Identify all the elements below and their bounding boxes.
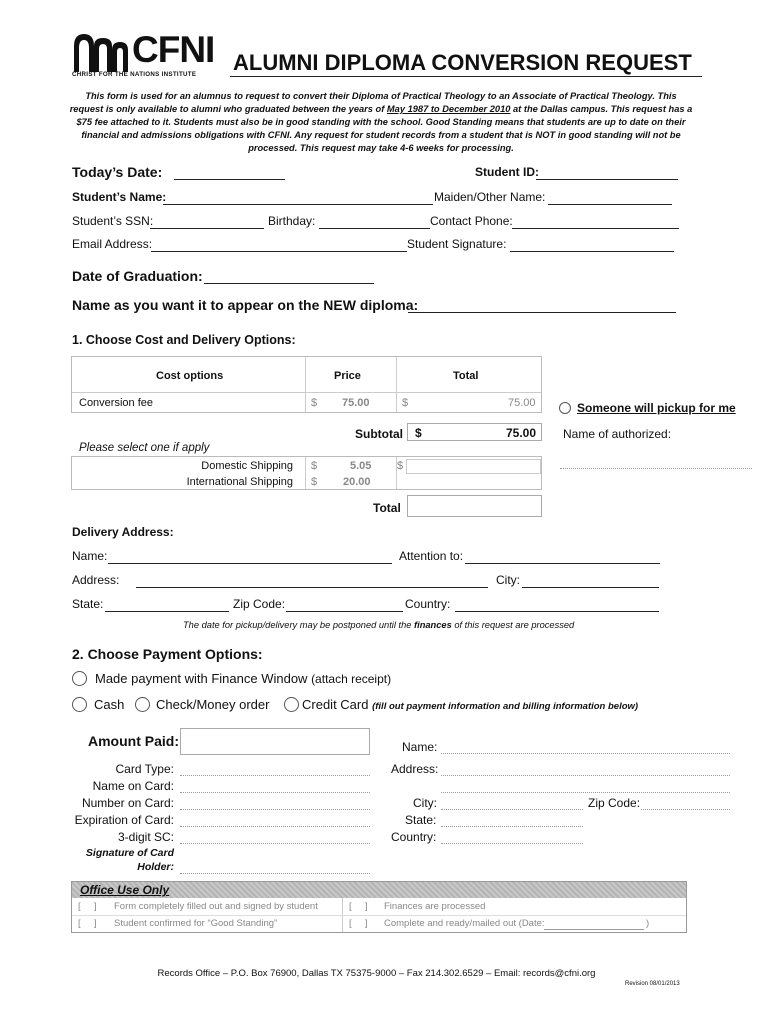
maiden-name-input[interactable] bbox=[548, 191, 672, 205]
maiden-name-label: Maiden/Other Name: bbox=[434, 190, 546, 204]
amount-paid-input[interactable] bbox=[180, 728, 370, 755]
expiration-label: Expiration of Card: bbox=[74, 813, 174, 827]
ssn-label: Student’s SSN: bbox=[72, 214, 154, 228]
ssn-input[interactable] bbox=[150, 215, 264, 229]
birthday-label: Birthday: bbox=[268, 214, 316, 228]
pickup-radio[interactable] bbox=[559, 402, 571, 414]
office-item4-end: ) bbox=[646, 918, 650, 929]
signature-card-label: Signature of Card Holder: bbox=[85, 847, 174, 873]
credit-card-label: Credit Card (fill out payment information and billing information below) bbox=[302, 697, 639, 712]
birthday-input[interactable] bbox=[319, 215, 430, 229]
attention-label: Attention to: bbox=[399, 549, 464, 563]
office-item2: Student confirmed for “Good Standing” bbox=[114, 918, 278, 929]
fee-total-value: 75.00 bbox=[508, 397, 536, 409]
diploma-name-label: Name as you want it to appear on the NEW diploma: bbox=[72, 297, 419, 313]
office-item2-box[interactable]: [ ] bbox=[78, 918, 97, 929]
cash-radio[interactable] bbox=[72, 697, 87, 712]
office-use-title: Office Use Only bbox=[80, 883, 170, 897]
authorized-input[interactable] bbox=[560, 455, 752, 469]
check-label: Check/Money order bbox=[156, 697, 270, 712]
bill-name-label: Name: bbox=[402, 740, 438, 754]
subtotal-label: Subtotal bbox=[355, 427, 403, 441]
name-on-card-label: Name on Card: bbox=[92, 779, 174, 793]
shipping-total-field[interactable] bbox=[406, 459, 541, 474]
card-signature-input[interactable] bbox=[180, 860, 370, 874]
bill-address-label: Address: bbox=[391, 762, 439, 776]
logo-subtext: CHRIST FOR THE NATIONS INSTITUTE bbox=[72, 71, 197, 78]
number-on-card-input[interactable] bbox=[180, 796, 370, 810]
logo-text: CFNI bbox=[132, 29, 215, 70]
students-name-input[interactable] bbox=[163, 191, 433, 205]
student-id-label: Student ID: bbox=[475, 165, 539, 179]
bill-city-label: City: bbox=[413, 796, 437, 810]
diploma-name-input[interactable] bbox=[408, 299, 676, 313]
section1-title: 1. Choose Cost and Delivery Options: bbox=[72, 333, 296, 347]
office-item3: Finances are processed bbox=[384, 901, 486, 912]
delivery-note: The date for pickup/delivery may be postponed until the finances of this request are processed bbox=[183, 620, 575, 630]
bill-address-input[interactable] bbox=[441, 762, 730, 776]
delivery-title: Delivery Address: bbox=[72, 525, 174, 539]
email-input[interactable] bbox=[151, 238, 407, 252]
office-item4-box[interactable]: [ ] bbox=[349, 918, 368, 929]
contact-phone-input[interactable] bbox=[512, 215, 679, 229]
delivery-city-label: City: bbox=[496, 573, 520, 587]
bill-state-input[interactable] bbox=[441, 813, 583, 827]
domestic-price: 5.05 bbox=[350, 460, 372, 472]
card-type-label: Card Type: bbox=[115, 762, 174, 776]
shipping-table bbox=[71, 456, 542, 490]
office-item4-date-input[interactable] bbox=[544, 919, 644, 930]
delivery-address-label: Address: bbox=[72, 573, 120, 587]
col-cost-options: Cost options bbox=[156, 370, 224, 382]
international-shipping-label: International Shipping bbox=[186, 476, 293, 488]
bill-name-input[interactable] bbox=[441, 740, 730, 754]
footer-contact: Records Office – P.O. Box 76900, Dallas TX 75375-9000 – Fax 214.302.6529 – Email: records@cfni.org bbox=[157, 968, 596, 979]
delivery-address-input[interactable] bbox=[136, 574, 488, 588]
cost-table bbox=[71, 356, 542, 413]
expiration-input[interactable] bbox=[180, 813, 370, 827]
fee-price-currency: $ bbox=[311, 397, 318, 409]
subtotal-currency: $ bbox=[415, 426, 422, 440]
bill-city-input[interactable] bbox=[441, 796, 583, 810]
date-range: May 1987 to December 2010 bbox=[386, 104, 511, 114]
todays-date-input[interactable] bbox=[174, 166, 285, 180]
title-underline bbox=[230, 76, 702, 77]
sc-label: 3-digit SC: bbox=[117, 830, 174, 844]
signature-input[interactable] bbox=[510, 238, 674, 252]
pickup-label: Someone will pickup for me bbox=[577, 401, 736, 415]
domestic-currency: $ bbox=[311, 460, 318, 472]
domestic-shipping-label: Domestic Shipping bbox=[201, 460, 293, 472]
form-title: ALUMNI DIPLOMA CONVERSION REQUEST bbox=[233, 50, 692, 75]
delivery-city-input[interactable] bbox=[522, 574, 659, 588]
name-on-card-input[interactable] bbox=[180, 779, 370, 793]
finance-window-radio[interactable] bbox=[72, 671, 87, 686]
sc-input[interactable] bbox=[180, 830, 370, 844]
card-type-input[interactable] bbox=[180, 762, 370, 776]
signature-label: Student Signature: bbox=[407, 237, 507, 251]
graduation-date-input[interactable] bbox=[204, 270, 374, 284]
student-id-input[interactable] bbox=[536, 166, 678, 180]
email-label: Email Address: bbox=[72, 237, 153, 251]
bill-country-input[interactable] bbox=[441, 830, 583, 844]
intro-text: This form is used for an alumnus to request to convert their Diploma of Practical Theology to an Associate of Practical Theology. This request is only available to alumni who graduated between the years of May 1987 to December 2010 at the Dallas campus. This request has a $75 fee attached to it. Students must also be in good standing with the school. Good Standing means that students are up to date on their financial and admissions obligations with CFNI. Any request for student records from a student that is NOT in good standing will not be processed. This request may take 4-6 weeks for processing. bbox=[69, 91, 693, 153]
col-price: Price bbox=[334, 370, 361, 382]
bill-country-label: Country: bbox=[391, 830, 437, 844]
arches-icon bbox=[72, 32, 136, 72]
contact-phone-label: Contact Phone: bbox=[430, 214, 513, 228]
office-use-box bbox=[71, 881, 687, 933]
delivery-state-input[interactable] bbox=[105, 598, 229, 612]
bill-zip-label: Zip Code: bbox=[588, 796, 641, 810]
office-item1-box[interactable]: [ ] bbox=[78, 901, 97, 912]
cash-label: Cash bbox=[94, 697, 125, 712]
graduation-date-label: Date of Graduation: bbox=[72, 268, 203, 284]
cfni-logo bbox=[72, 29, 228, 80]
check-radio[interactable] bbox=[135, 697, 150, 712]
todays-date-label: Today’s Date: bbox=[72, 164, 163, 180]
delivery-zip-input[interactable] bbox=[286, 598, 403, 612]
total-field bbox=[407, 495, 542, 517]
amount-paid-label: Amount Paid: bbox=[88, 733, 179, 749]
bill-address2-input[interactable] bbox=[441, 779, 730, 793]
finance-window-label: Made payment with Finance Window (attach receipt) bbox=[95, 671, 392, 686]
delivery-state-label: State: bbox=[72, 597, 104, 611]
office-item3-box[interactable]: [ ] bbox=[349, 901, 368, 912]
revision-label: Revision 08/01/2013 bbox=[625, 981, 680, 987]
bill-state-label: State: bbox=[405, 813, 437, 827]
delivery-name-input[interactable] bbox=[108, 550, 392, 564]
office-item1: Form completely filled out and signed by student bbox=[114, 901, 318, 912]
delivery-country-input[interactable] bbox=[455, 598, 659, 612]
section2-title: 2. Choose Payment Options: bbox=[72, 646, 263, 662]
office-item4: Complete and ready/mailed out (Date: bbox=[384, 918, 545, 929]
subtotal-value: 75.00 bbox=[506, 426, 537, 440]
col-total: Total bbox=[453, 370, 479, 382]
delivery-zip-label: Zip Code: bbox=[233, 597, 286, 611]
international-price: 20.00 bbox=[343, 476, 371, 488]
credit-card-radio[interactable] bbox=[284, 697, 299, 712]
international-currency: $ bbox=[311, 476, 318, 488]
fee-price-value: 75.00 bbox=[342, 397, 370, 409]
delivery-country-label: Country: bbox=[405, 597, 451, 611]
students-name-label: Student’s Name: bbox=[72, 190, 167, 204]
shipping-total-currency: $ bbox=[397, 460, 404, 472]
attention-input[interactable] bbox=[465, 550, 660, 564]
bill-zip-input[interactable] bbox=[641, 796, 730, 810]
total-label: Total bbox=[373, 501, 401, 515]
number-on-card-label: Number on Card: bbox=[81, 796, 174, 810]
fee-total-currency: $ bbox=[402, 397, 409, 409]
authorized-label: Name of authorized: bbox=[563, 427, 672, 441]
select-note: Please select one if apply bbox=[79, 442, 210, 454]
conversion-fee-label: Conversion fee bbox=[79, 397, 153, 409]
delivery-name-label: Name: bbox=[72, 549, 108, 563]
